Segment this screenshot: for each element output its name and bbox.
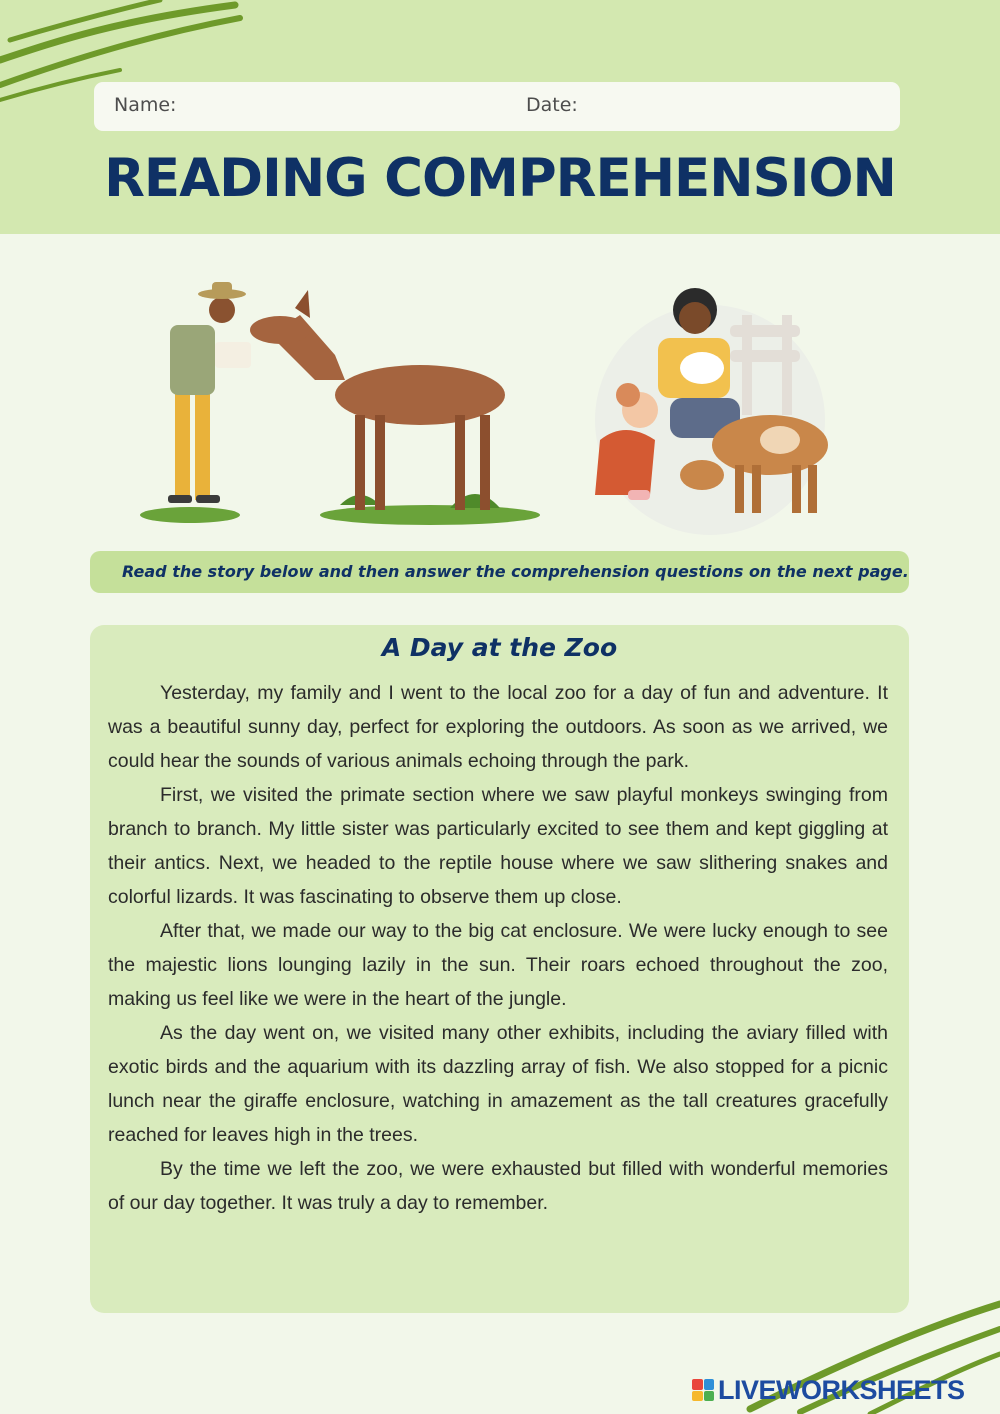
zookeeper-feeding-deer-icon bbox=[140, 282, 540, 525]
logo-text: LIVEWORKSHEETS bbox=[718, 1374, 965, 1405]
story-body bbox=[108, 676, 888, 1220]
liveworksheets-mark-icon bbox=[692, 1379, 714, 1401]
children-petting-goat-icon bbox=[595, 288, 828, 535]
page-title: READING COMPREHENSION bbox=[104, 148, 896, 209]
story-paragraph: After that, we made our way to the big cat enclosure. We were lucky enough to see the majestic lions lounging lazily in the sun. Their roars echoed throughout the zoo, making us feel like we were in the heart of the jungle. bbox=[108, 920, 888, 1010]
story-paragraph: As the day went on, we visited many other exhibits, including the aviary filled with exotic birds and the aquarium with its dazzling array of fish. We also stopped for a picnic lunch near the giraffe enclosure, watching in amazement as the tall creatures gracefully reached for leaves high in the trees. bbox=[108, 1022, 888, 1146]
instruction-banner bbox=[90, 551, 909, 593]
story-box bbox=[90, 625, 909, 1313]
zoo-illustration bbox=[130, 270, 850, 540]
story-paragraph: Yesterday, my family and I went to the local zoo for a day of fun and adventure. It was a beautiful sunny day, perfect for exploring the outdoors. As soon as we arrived, we could hear the sounds of various animals echoing through the park. bbox=[108, 682, 888, 772]
instruction-text: Read the story below and then answer the comprehension questions on the next page. bbox=[122, 562, 909, 581]
story-paragraph: By the time we left the zoo, we were exhausted but filled with wonderful memories of our day together. It was truly a day to remember. bbox=[108, 1158, 888, 1214]
liveworksheets-logo[interactable] bbox=[692, 1374, 965, 1406]
date-field[interactable]: Date: bbox=[526, 94, 578, 116]
name-date-bar bbox=[94, 82, 900, 131]
name-field[interactable]: Name: bbox=[114, 94, 177, 116]
story-title: A Day at the Zoo bbox=[381, 633, 618, 662]
story-paragraph: First, we visited the primate section where we saw playful monkeys swinging from branch to branch. My little sister was particularly excited to see them and kept giggling at their antics. Next, we headed to the reptile house where we saw slithering snakes and colorful lizards. It was fascinating to observe them up close. bbox=[108, 784, 888, 908]
